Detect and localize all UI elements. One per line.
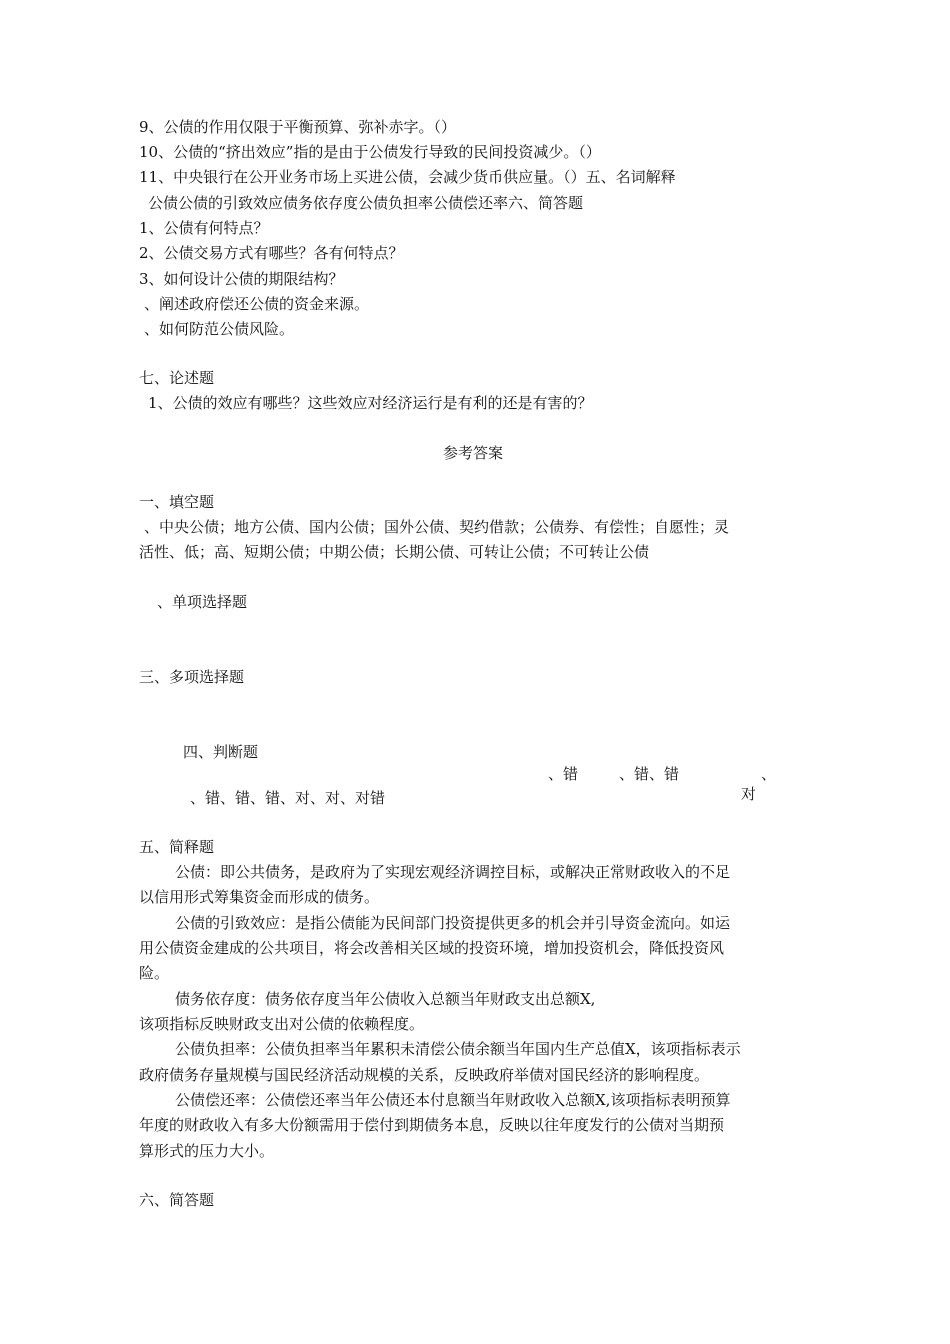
fill-answers-line-1: 、中央公债；地方公债、国内公债；国外公债、契约借款；公债券、有偿性；自愿性；灵 [144,518,730,536]
question-11: 11、中央银行在公开业务市场上买进公债，会减少货币供应量。（）五、名词解释 [139,168,676,186]
explain-induced-line-3: 险。 [139,964,170,982]
explain-induced-line-2: 用公债资金建成的公共项目，将会改善相关区域的投资环境，增加投资机会，降低投资风 [139,939,725,957]
section-fill-heading: 一、填空题 [139,493,215,511]
explain-burden-line-2: 政府债务存量规模与国民经济活动规模的关系，反映政府举债对国民经济的影响程度。 [139,1066,710,1084]
short-question-1: 1、公债有何特点？ [139,219,269,237]
section-judgment-heading: 四、判断题 [183,743,259,761]
explain-burden-line-1: 公债负担率：公债负担率当年累积未清偿公债余额当年国内生产总值X，该项指标表示 [175,1040,741,1058]
judgment-fragment-4: 对 [741,785,757,803]
short-question-5: 、如何防范公债风险。 [144,320,295,338]
explain-debt-line-1: 公债：即公共债务，是政府为了实现宏观经济调控目标，或解决正常财政收入的不足 [175,863,731,881]
short-question-2: 2、公债交易方式有哪些？各有何特点？ [139,244,404,262]
question-10: 10、公债的“挤出效应”指的是由于公债发行导致的民间投资减少。（） [139,143,601,161]
section-single-choice-heading: 、单项选择题 [157,593,248,611]
judgment-answers: 、错、错、错、对、对、对错 [190,789,386,807]
term-list: 公债公债的引致效应债务依存度公债负担率公债偿还率六、简答题 [148,194,584,212]
essay-question-1: 1、公债的效应有哪些？这些效应对经济运行是有利的还是有害的？ [148,394,593,412]
section-explain-heading: 五、简释题 [139,838,215,856]
question-9: 9、公债的作用仅限于平衡预算、弥补赤字。（） [139,118,457,136]
short-question-3: 3、如何设计公债的期限结构？ [139,270,344,288]
judgment-fragment-2: 、错、错 [619,765,680,783]
section-essay-heading: 七、论述题 [139,369,215,387]
explain-repayment-line-2: 年度的财政收入有多大份额需用于偿付到期债务本息，反映以往年度发行的公债对当期预 [139,1116,725,1134]
explain-induced-line-1: 公债的引致效应：是指公债能为民间部门投资提供更多的机会并引导资金流向。如运 [175,914,731,932]
section-short-answer-heading: 六、简答题 [139,1191,215,1209]
judgment-fragment-1: 、错 [548,765,579,783]
explain-debt-line-2: 以信用形式筹集资金而形成的债务。 [139,888,380,906]
explain-repayment-line-1: 公债偿还率：公债偿还率当年公债还本付息额当年财政收入总额X,该项指标表明预算 [175,1091,731,1109]
explain-dependence-line-1: 债务依存度：债务依存度当年公债收入总额当年财政支出总额X, [175,990,596,1008]
fill-answers-line-2: 活性、低；高、短期公债；中期公债；长期公债、可转让公债；不可转让公债 [139,543,650,561]
section-multi-choice-heading: 三、多项选择题 [139,668,245,686]
answers-heading: 参考答案 [443,444,504,462]
explain-dependence-line-2: 该项指标反映财政支出对公债的依赖程度。 [139,1015,425,1033]
short-question-4: 、阐述政府偿还公债的资金来源。 [144,295,370,313]
explain-repayment-line-3: 算形式的压力大小。 [139,1142,275,1160]
judgment-fragment-3: 、 [761,765,777,783]
